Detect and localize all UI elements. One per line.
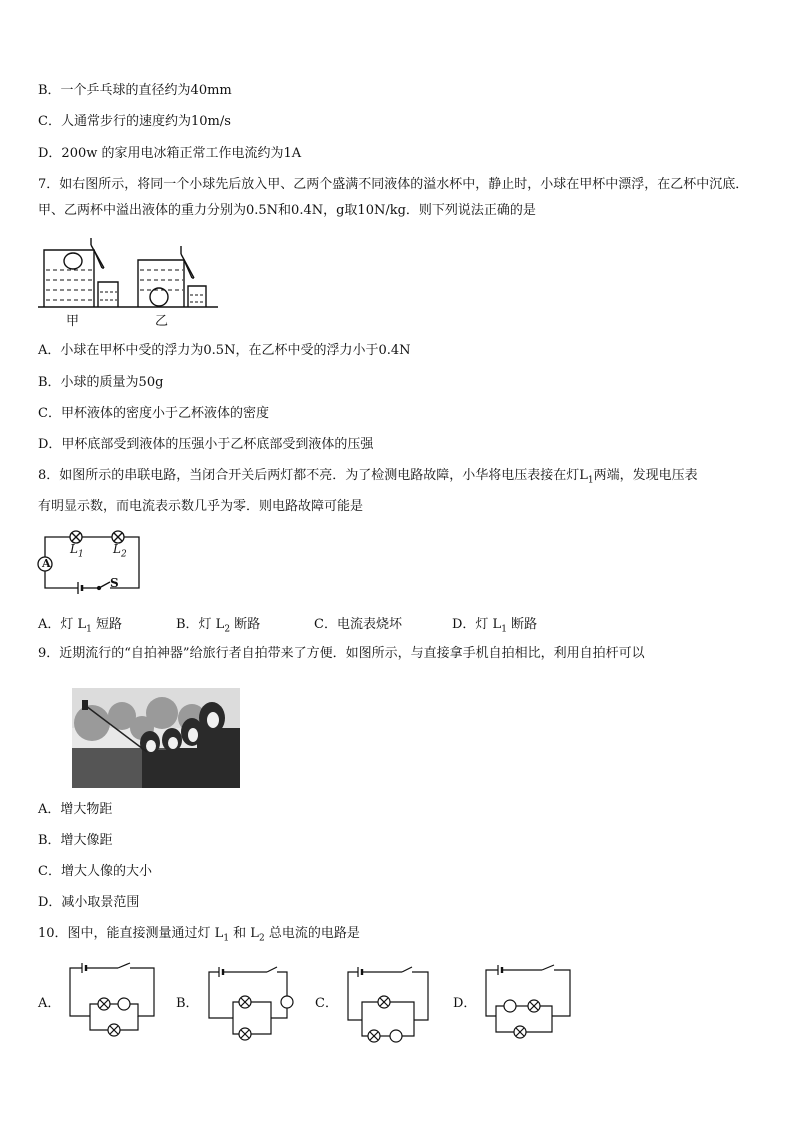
q6-option-b: B．一个乒乓球的直径约为40mm (38, 83, 232, 98)
q7-option-c: C．甲杯液体的密度小于乙杯液体的密度 (38, 406, 269, 421)
circuit-a (66, 960, 158, 1046)
q10-stem: 10．图中，能直接测量通过灯 $L_1$ 和 $L_2$ 总电流的电路是 (38, 926, 360, 944)
overflow-cups-figure (36, 238, 226, 330)
q8-option-c: C．电流表烧坏 (314, 617, 402, 632)
q10-label-c: C． (315, 996, 338, 1011)
q7-option-a: A．小球在甲杯中受的浮力为0.5N，在乙杯中受的浮力小于0.4N (38, 343, 411, 358)
q7-option-b: B．小球的质量为50g (38, 375, 164, 390)
switch-label: S (110, 576, 119, 590)
q6-option-d: D．200w 的家用电冰箱正常工作电流约为1A (38, 146, 302, 161)
q7-option-d: D．甲杯底部受到液体的压强小于乙杯底部受到液体的压强 (38, 437, 374, 452)
q8-stem-line1: 8．如图所示的串联电路，当闭合开关后两灯都不亮．为了检测电路故障，小华将电压表接在灯$L_1$两端，发现电压表 (38, 468, 698, 486)
ammeter-label: A (42, 557, 51, 570)
q9-option-c: C．增大人像的大小 (38, 864, 152, 879)
q8-option-b: B．灯 $L_2$ 断路 (176, 617, 261, 635)
q9-option-d: D．减小取景范围 (38, 895, 140, 910)
cup-label-jia: 甲 (66, 314, 80, 329)
circuit-c (344, 962, 436, 1048)
circuit-d (482, 960, 574, 1046)
selfie-stick-photo (72, 688, 240, 788)
q8-option-a: A．灯 $L_1$ 短路 (38, 617, 123, 635)
q9-option-b: B．增大像距 (38, 833, 113, 848)
q10-label-a: A． (38, 996, 61, 1011)
q10-label-d: D． (453, 996, 477, 1011)
series-circuit-figure (36, 527, 146, 599)
q9-option-a: A．增大物距 (38, 802, 113, 817)
l2-label: $L_2$ (113, 542, 127, 560)
q8-option-d: D．灯 $L_1$ 断路 (452, 617, 538, 635)
l1-label: $L_1$ (70, 542, 84, 560)
q10-label-b: B． (176, 996, 199, 1011)
q6-option-c: C．人通常步行的速度约为10m/s (38, 114, 231, 129)
q8-stem-line2: 有明显示数，而电流表示数几乎为零．则电路故障可能是 (38, 499, 364, 514)
q9-stem: 9．近期流行的“自拍神器”给旅行者自拍带来了方便．如图所示，与直接拿手机自拍相比，利用自拍杆可以 (38, 646, 645, 661)
cup-label-yi: 乙 (155, 314, 169, 329)
circuit-b (205, 962, 297, 1048)
q7-stem: 7．如右图所示，将同一个小球先后放入甲、乙两个盛满不同液体的溢水杯中，静止时，小球在甲杯中漂浮，在乙杯中沉底．甲、乙两杯中溢出液体的重力分别为0.5N和0.4N，g取10N/kg．则下列说法正确的是 (38, 177, 749, 218)
